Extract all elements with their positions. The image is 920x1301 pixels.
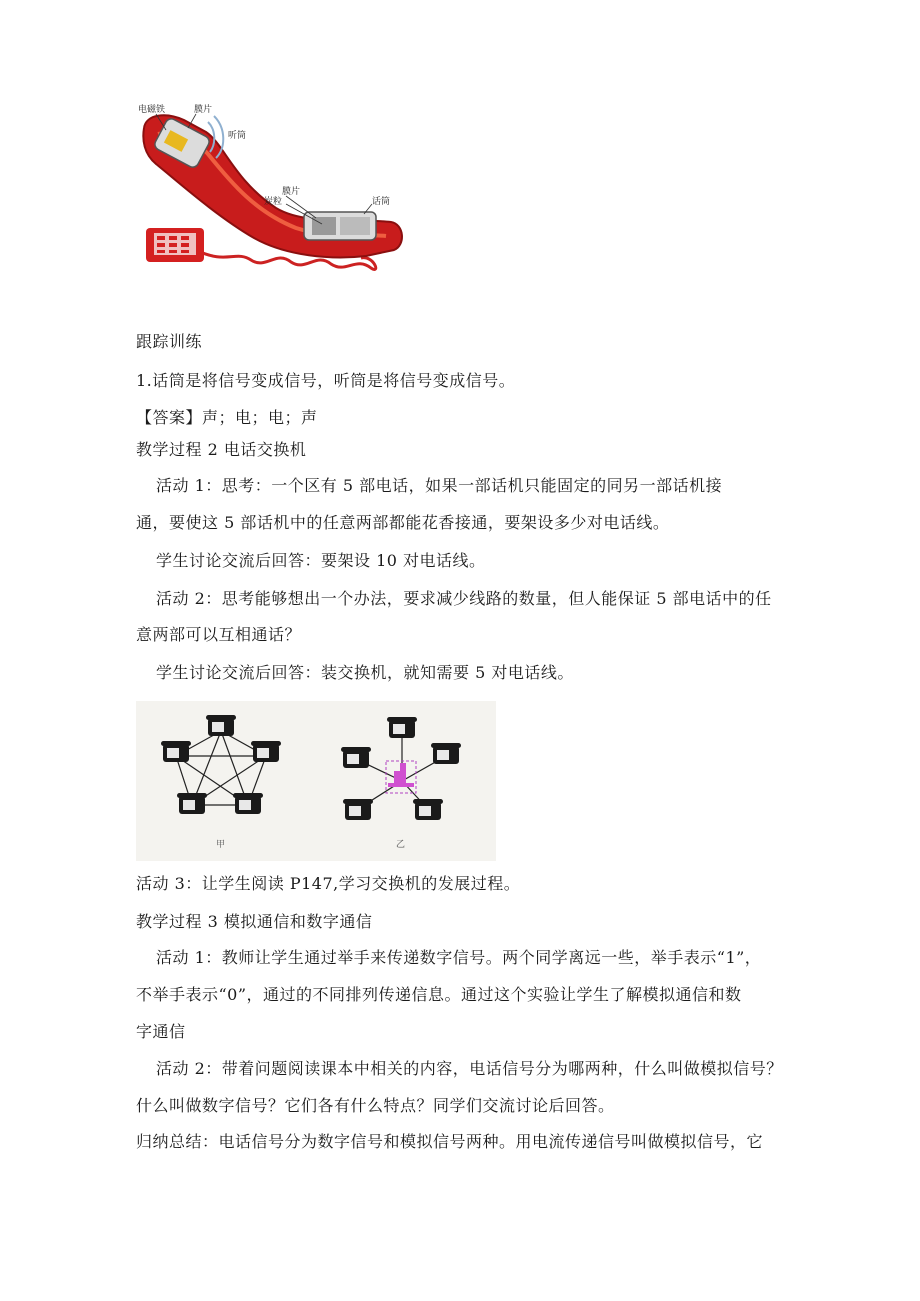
heading-practice: 跟踪训练 [136,332,203,351]
section-heading-2: 教学过程 2 电话交换机 [136,440,307,459]
section-heading-3: 教学过程 3 模拟通信和数字通信 [136,912,373,931]
label-electromagnet: 电磁铁 [138,105,166,115]
question-1: 1.话筒是将信号变成信号，听筒是将信号变成信号。 [136,371,516,390]
activity-3: 活动 3：让学生阅读 P147,学习交换机的发展过程。 [136,874,521,893]
s3-activity-2-line-1: 活动 2：带着问题阅读课本中相关的内容，电话信号分为哪两种，什么叫做模拟信号？ [156,1059,783,1078]
label-microphone: 话筒 [372,197,391,207]
label-receiver: 听筒 [228,131,247,141]
figure-label-right: 乙 [396,840,406,850]
label-diaphragm-bottom: 膜片 [282,187,301,197]
answer-1: 【答案】声；电；电；声 [136,408,318,427]
activity-1-line-1: 活动 1：思考：一个区有 5 部电话，如果一部话机只能固定的同另一部话机接 [156,476,723,495]
telephone-handset-figure [136,100,411,282]
figure-label-left: 甲 [216,840,226,850]
activity-2-line-1: 活动 2：思考能够想出一个办法，要求减少线路的数量，但人能保证 5 部电话中的任 [156,589,772,608]
telephone-network-figure [136,701,496,861]
activity-2-line-2: 意两部可以互相通话？ [136,625,302,644]
summary-line: 归纳总结：电话信号分为数字信号和模拟信号两种。用电流传递信号叫做模拟信号，它 [136,1132,764,1151]
s3-activity-2-line-2: 什么叫做数字信号？它们各有什么特点？同学们交流讨论后回答。 [136,1096,615,1115]
s3-activity-1-line-3: 字通信 [136,1022,186,1041]
activity-1-answer: 学生讨论交流后回答：要架设 10 对电话线。 [156,551,486,570]
activity-1-line-2: 通，要使这 5 部话机中的任意两部都能花香接通，要架设多少对电话线。 [136,513,670,532]
label-carbon: 炭粒 [264,197,283,207]
s3-activity-1-line-2: 不举手表示“0”，通过的不同排列传递信息。通过这个实验让学生了解模拟通信和数 [136,985,742,1004]
label-diaphragm-top: 膜片 [194,105,213,115]
s3-activity-1-line-1: 活动 1：教师让学生通过举手来传递数字信号。两个同学离远一些，举手表示“1”， [156,948,762,967]
activity-2-answer: 学生讨论交流后回答：装交换机，就知需要 5 对电话线。 [156,663,574,682]
